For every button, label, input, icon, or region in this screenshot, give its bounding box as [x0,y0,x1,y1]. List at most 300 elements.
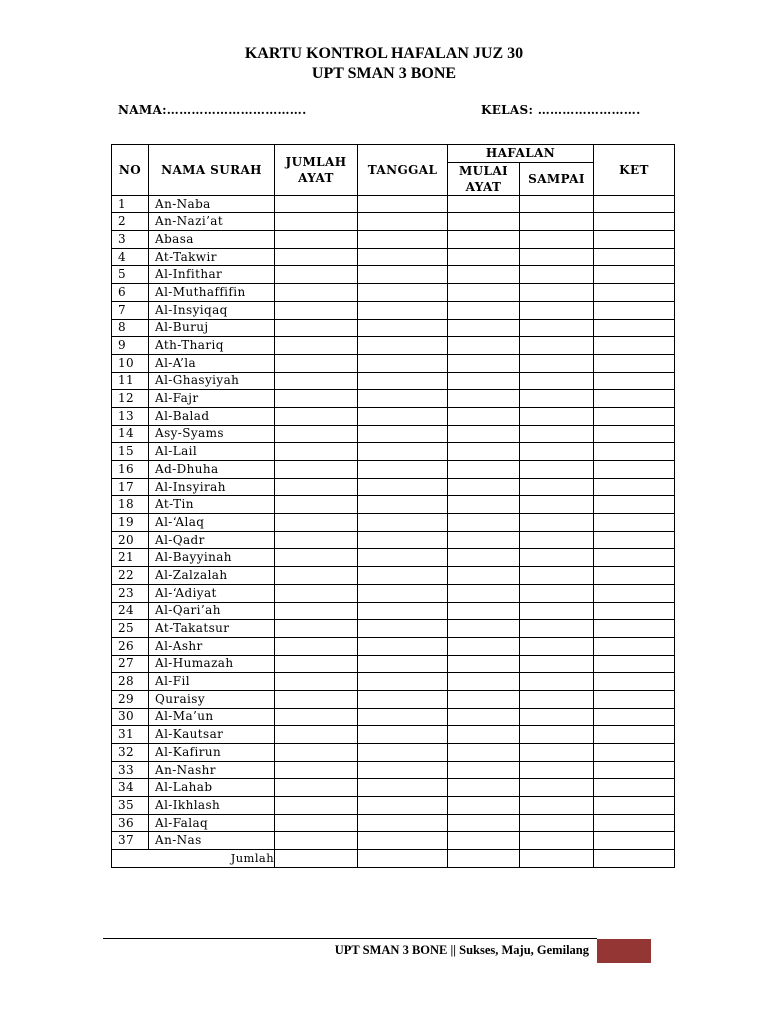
cell-mulai-ayat[interactable] [448,248,520,266]
table-row [112,584,675,602]
cell-jumlah-ayat[interactable] [275,478,358,496]
cell-jumlah-ayat[interactable] [275,443,358,461]
cell-mulai-ayat[interactable] [448,832,520,850]
cell-surah: An-Nazi’at [149,213,275,231]
cell-surah: Al-Ma’un [149,708,275,726]
kelas-field: KELAS: ……………………. [481,103,641,117]
cell-ket[interactable] [594,797,675,815]
table-row [112,779,675,797]
cell-jumlah-total[interactable] [275,850,358,868]
cell-sampai[interactable] [520,407,594,425]
cell-jumlah-ayat[interactable] [275,531,358,549]
cell-surah: Al-Lail [149,443,275,461]
cell-sampai[interactable] [520,354,594,372]
cell-sampai[interactable] [520,797,594,815]
table-row [112,761,675,779]
cell-sampai[interactable] [520,584,594,602]
header-ket: KET [594,145,675,196]
cell-no: 35 [112,797,149,815]
cell-mulai-ayat[interactable] [448,354,520,372]
cell-jumlah-ayat[interactable] [275,213,358,231]
cell-mulai-ayat[interactable] [448,443,520,461]
cell-surah: Al-Balad [149,407,275,425]
table-row [112,390,675,408]
jumlah-label: Jumlah [112,850,275,868]
cell-ket[interactable] [594,602,675,620]
table-row [112,620,675,638]
cell-ket[interactable] [594,673,675,691]
cell-tanggal[interactable] [358,531,448,549]
cell-no: 11 [112,372,149,390]
cell-no: 29 [112,690,149,708]
cell-no: 23 [112,584,149,602]
hafalan-table [111,144,675,868]
table-row [112,832,675,850]
cell-mulai-ayat[interactable] [448,744,520,762]
table-row [112,797,675,815]
cell-surah: Al-Insyirah [149,478,275,496]
cell-ket[interactable] [594,814,675,832]
cell-mulai-ayat[interactable] [448,478,520,496]
cell-tanggal[interactable] [358,797,448,815]
cell-ket[interactable] [594,832,675,850]
cell-no: 6 [112,284,149,302]
cell-mulai-ayat[interactable] [448,425,520,443]
cell-tanggal[interactable] [358,637,448,655]
cell-no: 1 [112,195,149,213]
cell-mulai-ayat[interactable] [448,602,520,620]
cell-tanggal[interactable] [358,602,448,620]
cell-no: 33 [112,761,149,779]
cell-tanggal[interactable] [358,266,448,284]
cell-sampai[interactable] [520,461,594,479]
cell-sampai[interactable] [520,301,594,319]
cell-no: 21 [112,549,149,567]
table-row [112,354,675,372]
cell-ket[interactable] [594,284,675,302]
cell-sampai[interactable] [520,337,594,355]
table-row [112,248,675,266]
cell-no: 16 [112,461,149,479]
cell-ket[interactable] [594,655,675,673]
cell-mulai-ayat[interactable] [448,567,520,585]
cell-jumlah-ayat[interactable] [275,655,358,673]
table-row [112,531,675,549]
cell-ket[interactable] [594,690,675,708]
cell-no: 22 [112,567,149,585]
cell-jumlah-ayat[interactable] [275,637,358,655]
cell-no: 32 [112,744,149,762]
cell-sampai[interactable] [520,496,594,514]
cell-jumlah-ayat[interactable] [275,779,358,797]
header-nama-surah: NAMA SURAH [149,145,275,196]
cell-tanggal[interactable] [358,284,448,302]
cell-tanggal[interactable] [358,354,448,372]
cell-tanggal[interactable] [358,319,448,337]
cell-mulai-ayat[interactable] [448,655,520,673]
cell-mulai-ayat[interactable] [448,761,520,779]
cell-sampai[interactable] [520,637,594,655]
cell-jumlah-ayat[interactable] [275,832,358,850]
cell-jumlah-ayat[interactable] [275,354,358,372]
cell-mulai-ayat[interactable] [448,231,520,249]
cell-surah: Al-Bayyinah [149,549,275,567]
cell-tanggal[interactable] [358,514,448,532]
cell-no: 12 [112,390,149,408]
table-row [112,637,675,655]
cell-mulai-ayat[interactable] [448,372,520,390]
cell-ket[interactable] [594,231,675,249]
cell-no: 9 [112,337,149,355]
cell-jumlah-ayat[interactable] [275,425,358,443]
cell-mulai-ayat[interactable] [448,584,520,602]
cell-ket[interactable] [594,708,675,726]
cell-sampai[interactable] [520,531,594,549]
jumlah-row [112,850,675,868]
cell-mulai-ayat[interactable] [448,531,520,549]
cell-surah: Ath-Thariq [149,337,275,355]
cell-no: 25 [112,620,149,638]
cell-mulai-ayat[interactable] [448,673,520,691]
cell-no: 2 [112,213,149,231]
cell-surah: Al-Fil [149,673,275,691]
cell-jumlah-ayat[interactable] [275,319,358,337]
cell-surah: Al-Falaq [149,814,275,832]
cell-jumlah-ayat[interactable] [275,496,358,514]
table-row [112,284,675,302]
cell-surah: At-Takatsur [149,620,275,638]
school-name: UPT SMAN 3 BONE [311,65,457,82]
cell-mulai-ayat[interactable] [448,337,520,355]
cell-surah: An-Nas [149,832,275,850]
cell-jumlah-ayat[interactable] [275,814,358,832]
cell-tanggal[interactable] [358,708,448,726]
cell-tanggal[interactable] [358,814,448,832]
cell-jumlah-mulai[interactable] [448,850,520,868]
header-jumlah-line1: JUMLAH [285,154,347,169]
cell-jumlah-ayat[interactable] [275,301,358,319]
cell-sampai[interactable] [520,814,594,832]
table-row [112,514,675,532]
cell-surah: Al-Zalzalah [149,567,275,585]
cell-tanggal[interactable] [358,195,448,213]
cell-mulai-ayat[interactable] [448,620,520,638]
cell-surah: Al-‘Adiyat [149,584,275,602]
cell-surah: At-Takwir [149,248,275,266]
cell-jumlah-ket[interactable] [594,850,675,868]
cell-sampai[interactable] [520,832,594,850]
cell-ket[interactable] [594,266,675,284]
cell-tanggal[interactable] [358,726,448,744]
cell-ket[interactable] [594,195,675,213]
cell-tanggal[interactable] [358,301,448,319]
cell-mulai-ayat[interactable] [448,637,520,655]
cell-no: 18 [112,496,149,514]
header-mulai-line2: AYAT [465,179,502,194]
cell-jumlah-ayat[interactable] [275,620,358,638]
cell-surah: Quraisy [149,690,275,708]
header-mulai-line1: MULAI [458,163,509,178]
table-row [112,549,675,567]
cell-surah: Al-Kautsar [149,726,275,744]
cell-sampai[interactable] [520,390,594,408]
cell-surah: An-Nashr [149,761,275,779]
cell-jumlah-ayat[interactable] [275,284,358,302]
cell-jumlah-ayat[interactable] [275,195,358,213]
cell-mulai-ayat[interactable] [448,284,520,302]
cell-surah: Al-Ikhlash [149,797,275,815]
cell-no: 10 [112,354,149,372]
cell-ket[interactable] [594,425,675,443]
cell-ket[interactable] [594,531,675,549]
cell-sampai[interactable] [520,319,594,337]
table-row [112,655,675,673]
header-no: NO [112,145,149,196]
cell-jumlah-ayat[interactable] [275,567,358,585]
table-row [112,478,675,496]
cell-no: 8 [112,319,149,337]
cell-ket[interactable] [594,549,675,567]
cell-mulai-ayat[interactable] [448,814,520,832]
cell-sampai[interactable] [520,195,594,213]
cell-ket[interactable] [594,319,675,337]
cell-jumlah-ayat[interactable] [275,231,358,249]
cell-sampai[interactable] [520,248,594,266]
cell-tanggal[interactable] [358,832,448,850]
header-jumlah-line2: AYAT [298,170,334,185]
cell-jumlah-ayat[interactable] [275,690,358,708]
cell-mulai-ayat[interactable] [448,319,520,337]
cell-mulai-ayat[interactable] [448,797,520,815]
cell-surah: An-Naba [149,195,275,213]
cell-mulai-ayat[interactable] [448,390,520,408]
table-row [112,319,675,337]
cell-sampai[interactable] [520,761,594,779]
cell-tanggal[interactable] [358,744,448,762]
cell-sampai[interactable] [520,231,594,249]
cell-tanggal[interactable] [358,567,448,585]
table-row [112,301,675,319]
cell-surah: Al-Ashr [149,637,275,655]
cell-jumlah-ayat[interactable] [275,337,358,355]
cell-ket[interactable] [594,390,675,408]
cell-ket[interactable] [594,461,675,479]
cell-surah: Al-Humazah [149,655,275,673]
cell-ket[interactable] [594,337,675,355]
cell-jumlah-sampai[interactable] [520,850,594,868]
table-row [112,213,675,231]
cell-mulai-ayat[interactable] [448,549,520,567]
cell-no: 20 [112,531,149,549]
cell-jumlah-ayat[interactable] [275,797,358,815]
cell-tanggal[interactable] [358,337,448,355]
cell-ket[interactable] [594,354,675,372]
cell-surah: Al-Qari’ah [149,602,275,620]
table-row [112,337,675,355]
cell-surah: Al-Qadr [149,531,275,549]
cell-no: 27 [112,655,149,673]
table-row [112,266,675,284]
header-sampai: SAMPAI [520,162,594,195]
cell-ket[interactable] [594,567,675,585]
header-tanggal: TANGGAL [358,145,448,196]
cell-sampai[interactable] [520,726,594,744]
cell-no: 24 [112,602,149,620]
cell-mulai-ayat[interactable] [448,514,520,532]
cell-jumlah-ayat[interactable] [275,372,358,390]
cell-jumlah-ayat[interactable] [275,744,358,762]
cell-ket[interactable] [594,496,675,514]
cell-jumlah-ayat[interactable] [275,549,358,567]
table-row [112,708,675,726]
cell-no: 37 [112,832,149,850]
cell-tanggal[interactable] [358,443,448,461]
cell-jumlah-ayat[interactable] [275,461,358,479]
cell-sampai[interactable] [520,514,594,532]
cell-tanggal[interactable] [358,584,448,602]
cell-mulai-ayat[interactable] [448,461,520,479]
cell-tanggal[interactable] [358,213,448,231]
table-row [112,690,675,708]
cell-no: 14 [112,425,149,443]
cell-ket[interactable] [594,407,675,425]
cell-tanggal[interactable] [358,248,448,266]
cell-tanggal[interactable] [358,496,448,514]
cell-sampai[interactable] [520,549,594,567]
cell-jumlah-tanggal[interactable] [358,850,448,868]
cell-ket[interactable] [594,372,675,390]
table-row [112,602,675,620]
cell-tanggal[interactable] [358,549,448,567]
header-mulai-ayat [448,162,520,195]
cell-ket[interactable] [594,620,675,638]
cell-no: 17 [112,478,149,496]
cell-no: 31 [112,726,149,744]
cell-ket[interactable] [594,779,675,797]
cell-mulai-ayat[interactable] [448,690,520,708]
cell-tanggal[interactable] [358,779,448,797]
cell-tanggal[interactable] [358,655,448,673]
cell-sampai[interactable] [520,708,594,726]
cell-ket[interactable] [594,443,675,461]
cell-sampai[interactable] [520,284,594,302]
cell-sampai[interactable] [520,567,594,585]
cell-sampai[interactable] [520,673,594,691]
cell-surah: Ad-Dhuha [149,461,275,479]
cell-surah: Al-Muthaffifin [149,284,275,302]
cell-surah: Al-Fajr [149,390,275,408]
cell-no: 7 [112,301,149,319]
footer-text: UPT SMAN 3 BONE || Sukses, Maju, Gemilang [334,943,589,957]
cell-ket[interactable] [594,478,675,496]
cell-jumlah-ayat[interactable] [275,673,358,691]
cell-mulai-ayat[interactable] [448,496,520,514]
cell-sampai[interactable] [520,620,594,638]
cell-sampai[interactable] [520,266,594,284]
table-row [112,814,675,832]
cell-jumlah-ayat[interactable] [275,708,358,726]
cell-ket[interactable] [594,248,675,266]
cell-mulai-ayat[interactable] [448,213,520,231]
cell-tanggal[interactable] [358,673,448,691]
cell-mulai-ayat[interactable] [448,266,520,284]
cell-surah: Al-Ghasyiyah [149,372,275,390]
table-body [112,195,675,849]
cell-tanggal[interactable] [358,478,448,496]
cell-mulai-ayat[interactable] [448,726,520,744]
cell-sampai[interactable] [520,213,594,231]
cell-mulai-ayat[interactable] [448,708,520,726]
table-row [112,673,675,691]
cell-surah: At-Tin [149,496,275,514]
cell-sampai[interactable] [520,425,594,443]
cell-jumlah-ayat[interactable] [275,514,358,532]
cell-surah: Al-A’la [149,354,275,372]
cell-ket[interactable] [594,584,675,602]
cell-tanggal[interactable] [358,390,448,408]
cell-sampai[interactable] [520,443,594,461]
cell-no: 36 [112,814,149,832]
cell-tanggal[interactable] [358,231,448,249]
cell-sampai[interactable] [520,602,594,620]
cell-jumlah-ayat[interactable] [275,761,358,779]
cell-tanggal[interactable] [358,690,448,708]
cell-tanggal[interactable] [358,620,448,638]
cell-ket[interactable] [594,514,675,532]
cell-mulai-ayat[interactable] [448,195,520,213]
cell-jumlah-ayat[interactable] [275,602,358,620]
cell-jumlah-ayat[interactable] [275,407,358,425]
cell-jumlah-ayat[interactable] [275,390,358,408]
cell-sampai[interactable] [520,655,594,673]
cell-jumlah-ayat[interactable] [275,266,358,284]
cell-ket[interactable] [594,301,675,319]
cell-ket[interactable] [594,726,675,744]
cell-tanggal[interactable] [358,761,448,779]
cell-no: 3 [112,231,149,249]
table-row [112,567,675,585]
cell-tanggal[interactable] [358,407,448,425]
cell-surah: Al-Buruj [149,319,275,337]
cell-tanggal[interactable] [358,372,448,390]
table-row [112,372,675,390]
footer-accent-box [597,939,651,963]
cell-sampai[interactable] [520,779,594,797]
cell-no: 28 [112,673,149,691]
cell-mulai-ayat[interactable] [448,407,520,425]
page-title: KARTU KONTROL HAFALAN JUZ 30 [244,45,524,62]
cell-mulai-ayat[interactable] [448,779,520,797]
cell-ket[interactable] [594,744,675,762]
cell-ket[interactable] [594,637,675,655]
cell-jumlah-ayat[interactable] [275,726,358,744]
cell-sampai[interactable] [520,372,594,390]
cell-ket[interactable] [594,761,675,779]
cell-tanggal[interactable] [358,425,448,443]
cell-tanggal[interactable] [358,461,448,479]
cell-jumlah-ayat[interactable] [275,248,358,266]
cell-jumlah-ayat[interactable] [275,584,358,602]
cell-mulai-ayat[interactable] [448,301,520,319]
cell-sampai[interactable] [520,478,594,496]
footer-divider [103,938,597,939]
cell-sampai[interactable] [520,744,594,762]
table-row [112,726,675,744]
table-row [112,443,675,461]
cell-surah: Asy-Syams [149,425,275,443]
cell-sampai[interactable] [520,690,594,708]
cell-ket[interactable] [594,213,675,231]
